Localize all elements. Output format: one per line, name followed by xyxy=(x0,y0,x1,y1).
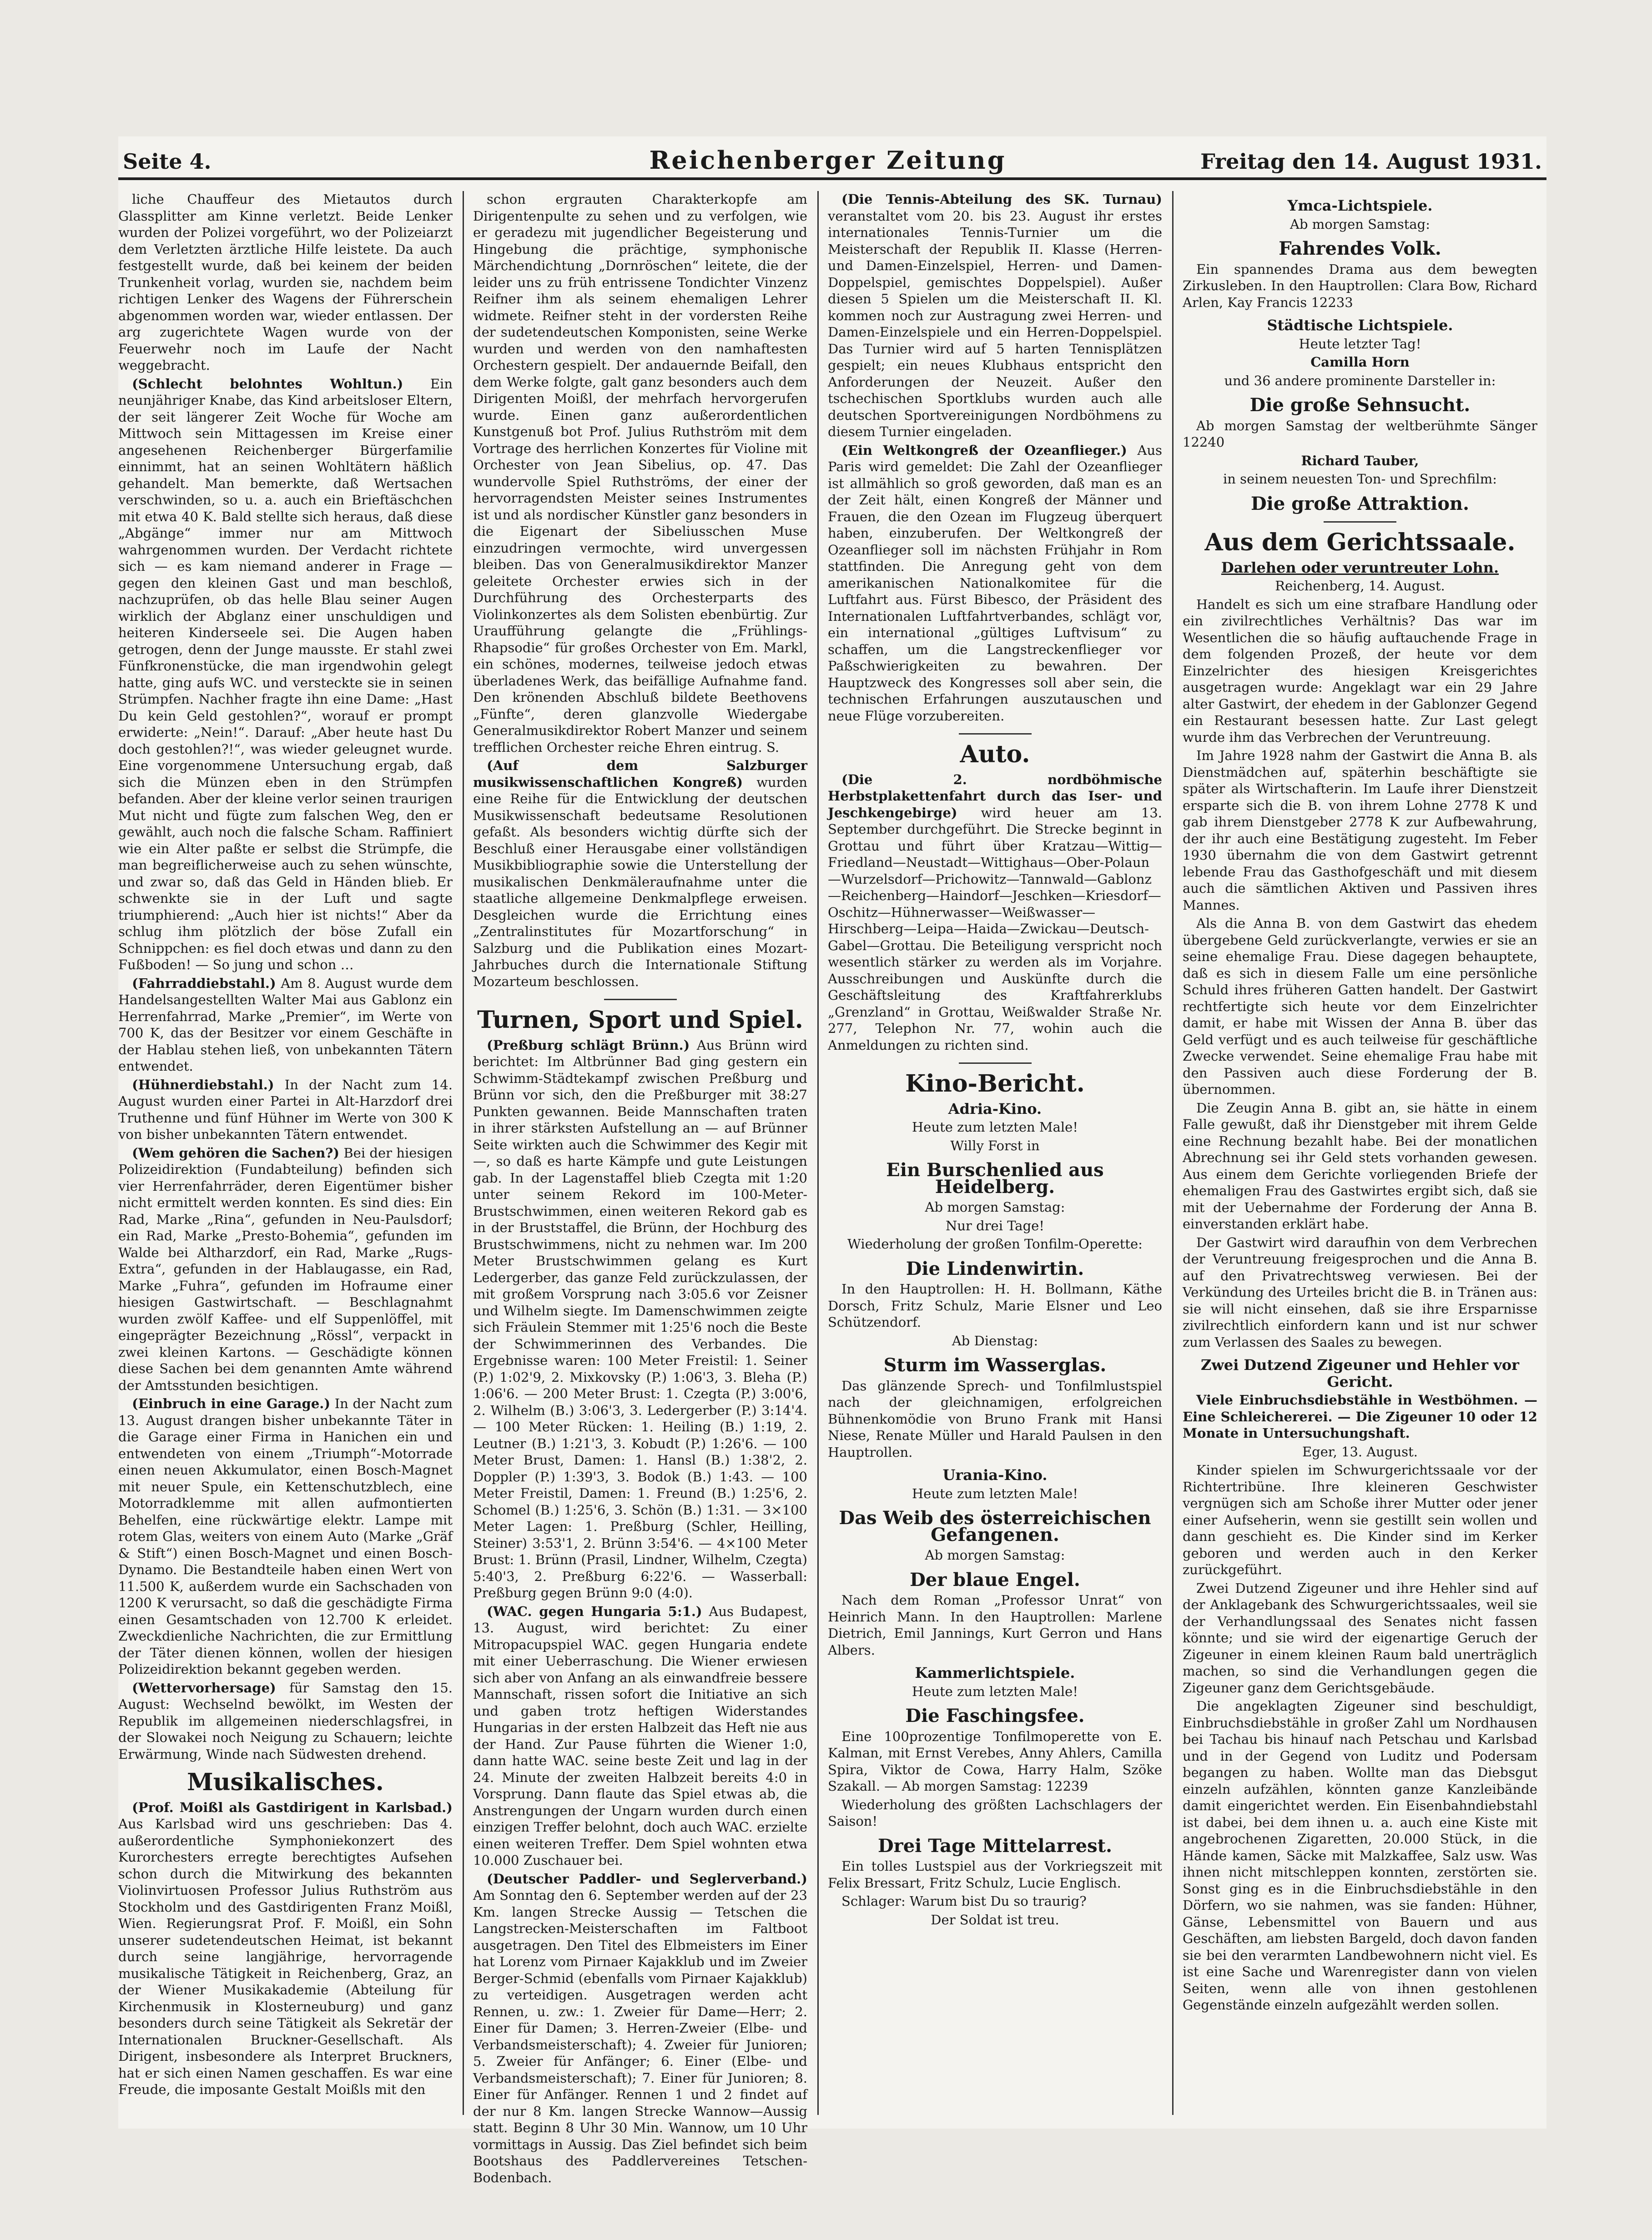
article-paragraph: (Die Tennis-Abteilung des SK. Turnau) veranstaltet vom 20. bis 23. August ihr erstes internationales Tennis-Turnier um die Meisterschaft der Republik II. Klasse (Herren- und Damen-Einzelspiel, Herren- und Damen-Doppelspiel, gemischtes Doppelspiel). Außer diesen 5 Spielen um die Meisterschaft II. Kl. kommen noch zur Austragung zwei Herren- und Damen-Einzelspiele und ein Herren-Doppelspiel. Das Turnier wird auf 5 harten Tennisplätzen gespielt; ein neues Klubhaus entspricht den Anforderungen der Neuzeit. Außer den tschechischen Sportklubs wurden auch alle deutschen Sportvereinigungen Nordböhmens zu diesem Turnier eingeladen. xyxy=(828,191,1162,439)
article-paragraph: Die Zeugin Anna B. gibt an, sie hätte in einem Falle gewußt, daß ihr Dienstgeber mit ihrem Gelde eine Rechnung bezahlt habe. Bei der monatlichen Abrechnung sei ihr Geld stets vorhanden gewesen. Aus einem dem Gerichte vorliegenden Briefe der ehemaligen Frau des Gastwirtes ergibt sich, daß sie mit der Uebernahme der Forderung der Anna B. einverstanden erklärt habe. xyxy=(1183,1100,1537,1232)
article-lead: (Wettervorhersage) xyxy=(132,1680,276,1696)
article-paragraph: (Preßburg schlägt Brünn.) Aus Brünn wird berichtet: Im Altbrünner Bad ging gestern ein Schwimm-Städtekampf zwischen Preßburg und Brünn vor sich, den die Preßburger mit 38:27 Punkten gewannen. Beide Mannschaften traten in ihrer stärksten Aufstellung an — auf Brünner Seite wirkten auch die Schwimmer des Kegir mit —, so daß es harte Kämpfe und gute Leistungen gab. In der Lagenstaffel blieb Czegta mit 1:20 unter seinem Rekord im 100-Meter-Brustschwimmen, einen weiteren Rekord gab es in der Bruststaffel, die Brünn, der Hochburg des Brustschwimmens, nicht zu nehmen war. Im 200 Meter Brustschwimmen gelang es Kurt Ledergerber, das ganze Feld zurückzulassen, der mit großem Vorsprung nach 3:05.6 vor Zeisner und Wilhelm siegte. Im Damenschwimmen zeigte sich Fräulein Stemmer mit 1:25'6 noch die Beste der Schwimmerinnen des Verbandes. Die Ergebnisse waren: 100 Meter Freistil: 1. Seiner (P.) 1:02'9, 2. Mixkovsky (P.) 1:06'3, 3. Bleha (P.) 1:06'6. — 200 Meter Brust: 1. Czegta (P.) 3:00'6, 2. Wilhelm (B.) 3:06'3, 3. Ledergerber (P.) 3:14'4. — 100 Meter Rücken: 1. Heiling (B.) 1:19, 2. Leutner (B.) 1:21'3, 3. Kobudt (P.) 1:26'6. — 100 Meter Brust, Damen: 1. Hansl (B.) 1:38'2, 2. Doppler (P.) 1:39'3, 3. Bodok (B.) 1:43. — 100 Meter Freistil, Damen: 1. Freund (B.) 1:25'6, 2. Schomel (B.) 1:25'6, 3. Schön (B.) 1:31. — 3×100 Meter Lagen: 1. Preßburg (Schler, Heilling, Steiner) 3:53'1, 2. Brünn 3:54'6. — 4×100 Meter Brust: 1. Brünn (Prasil, Lindner, Wilhelm, Czegta) 5:40'3, 2. Preßburg 6:22'6. — Wasserball: Preßburg gegen Brünn 9:0 (4:0). xyxy=(473,1037,808,1601)
article-lead: (Ein Weltkongreß der Ozeanflieger.) xyxy=(841,442,1127,458)
article-paragraph: Die angeklagten Zigeuner sind beschuldigt, Einbruchsdiebstähle in großer Zahl um Nordhausen bei Tachau bis hinauf nach Petschau und Karlsbad und in der Gegend von Luditz und Podersam begangen zu haben. Wollte man das Diebsgut einzeln aufzählen, könnten ganze Kanzleibände damit eingerichtet werden. Ein Eisenbahndiebstahl ist dabei, bei dem ihnen u. a. auch eine Kiste mit angebrochenen Zigaretten, 20.000 Stück, in die Hände kamen, Säcke mit Malzkaffee, Salz usw. Was ihnen nicht mitschleppen konnten, zerstörten sie. Sonst ging es in die Einbruchsdiebstähle in den Dörfern, wo sie nahmen, was sie fanden: Hühner, Gänse, Lebensmittel von Bauern und aus Geschäften, am liebsten Bargeld, doch davon fanden sie bei den verarmten Landbewohnern nicht viel. Es ist eine Sache und Warenregister dann von vielen Seiten, wenn alle von ihnen gestohlenen Gegenstände einzeln aufgezählt werden sollen. xyxy=(1183,1698,1537,2013)
article-paragraph: (WAC. gegen Hungaria 5:1.) Aus Budapest, 13. August, wird berichtet: Zu einer Mitropacupspiel WAC. gegen Hungaria endete mit einer Ueberraschung. Die Wiener erwiesen sich aber von Anfang an als einwandfreie bessere Mannschaft, rissen sofort die Initiative an sich und gaben trotz heftigen Widerstandes Hungarias in der ersten Halbzeit das Heft nie aus der Hand. Zur Pause führten die Wiener 1:0, dann hatte WAC. seine beste Zeit und lag in der 24. Minute der zweiten Halbzeit bereits 4:0 in Vorsprung. Dann flaute das Spiel etwas ab, die Anstrengungen der Ungarn wurden durch einen einzigen Treffer belohnt, doch auch WAC. erzielte einen weiteren Treffer. Dem Spiel wohnten etwa 10.000 Zuschauer bei. xyxy=(473,1603,808,1868)
cinema-name: Kammerlichtspiele. xyxy=(915,1664,1075,1681)
article-lead: (Auf dem Salzburger musikwissenschaftlichen Kongreß) xyxy=(473,758,807,790)
masthead xyxy=(118,146,1546,180)
divider xyxy=(959,733,1032,735)
cinema-name: Ymca-Lichtspiele. xyxy=(1287,197,1433,214)
article-paragraph: Kinder spielen im Schwurgerichtssaale vor der Richtertribüne. Ihre kleineren Geschwister vergnügen sich am Schoße ihrer Mutter oder jener einer Aufseherin, wenn sie gestillt sein wollen und dann geschieht es. Die Kinder sind im Kerker geboren und werden auch in den Kerker zurückgeführt. xyxy=(1183,1462,1537,1577)
article-paragraph: (Fahrraddiebstahl.) Am 8. August wurde dem Handelsangestellten Walter Mai aus Gablonz ein Herrenfahrrad, Marke „Premier“, im Werte von 700 K, das der Besitzer vor einem Geschäfte in der Hablau stehen ließ, von unbekannten Tätern entwendet. xyxy=(118,975,453,1074)
section-heading-cinema: Kino-Bericht. xyxy=(905,1070,1085,1097)
column-2 xyxy=(473,191,808,2185)
article-paragraph: Der Gastwirt wird daraufhin von dem Verbrechen der Veruntreuung freigesprochen und die Anna B. auf den Privatrechtsweg verwiesen. Bei der Verkündung des Urteiles bricht die B. in Tränen aus: sie will nicht einsehen, daß sie ihre Ersparnisse zivilrechtlich einfordern kann und ist nur schwer zum Verlassen des Saales zu bewegen. xyxy=(1183,1234,1537,1350)
film-title: Die Lindenwirtin. xyxy=(906,1258,1084,1279)
divider xyxy=(959,1062,1032,1064)
divider xyxy=(1324,521,1396,523)
article-lead: (Fahrraddiebstahl.) xyxy=(132,975,276,991)
section-heading-music: Musikalisches. xyxy=(187,1768,384,1796)
article-heading: Darlehen oder veruntreuter Lohn. xyxy=(1221,559,1499,576)
article-lead: (Die 2. nordböhmische Herbstplakettenfahrt durch das Iser- und Jeschkengebirge) xyxy=(828,771,1162,820)
article-paragraph: Im Jahre 1928 nahm der Gastwirt die Anna B. als Dienstmädchen auf, späterhin beschäftigte sie später als Wirtschafterin. Im Laufe ihrer Dienstzeit ersparte sich die B. von ihrem Lohne 2778 K und gab ihrem Dienstgeber 2778 K zur Aufbewahrung, der ihr auch eine Bestätigung zugesteht. Im Feber 1930 übernahm die von dem Gastwirt getrennt lebende Frau das Gasthofgeschäft und mit diesem auch die sämtlichen Aktiven und Passiven ihres Mannes. xyxy=(1183,748,1537,913)
newspaper-title: Reichenberger Zeitung xyxy=(649,146,1007,175)
dateline: Eger, 13. August. xyxy=(1302,1444,1418,1460)
article-paragraph: Als die Anna B. von dem Gastwirt das ehedem übergebene Geld zurückverlangte, verwies er sie an seine ehemalige Frau. Diese dagegen behauptete, daß es sich in diesem Falle um eine persönliche Schuld ihres früheren Gatten handelt. Der Gastwirt rechtfertigte sich heute vor dem Einzelrichter damit, er habe mit Wissen der Anna B. über das Geld verfügt und es auch teilweise für geschäftliche Zwecke verwendet. Seine ehemalige Frau habe mit den Passiven auch diese Forderung der B. übernommen. xyxy=(1183,916,1537,1097)
section-heading-sport: Turnen, Sport und Spiel. xyxy=(477,1006,803,1034)
dateline: Reichenberg, 14. August. xyxy=(1275,578,1445,594)
cinema-name: Adria-Kino. xyxy=(948,1100,1042,1117)
column-rule xyxy=(1172,191,1174,2115)
film-title: Der blaue Engel. xyxy=(910,1569,1080,1591)
article-lead: (Preßburg schlägt Brünn.) xyxy=(487,1037,690,1053)
film-title: Die Faschingsfee. xyxy=(905,1705,1085,1727)
divider xyxy=(604,999,677,1000)
film-title: Drei Tage Mittelarrest. xyxy=(877,1835,1113,1857)
film-title: Fahrendes Volk. xyxy=(1279,238,1441,259)
film-title: Das Weib des österreichischen Gefangenen. xyxy=(839,1507,1151,1545)
article-paragraph: (Schlecht belohntes Wohltun.) Ein neunjähriger Knabe, das Kind arbeitsloser Eltern, der seit längerer Zeit Woche für Woche am Mittwoch sein Mittagessen im Kreise einer angesehenen Reichenberger Bürgerfamilie einnimmt, hat an seinen Wohltätern häßlich gehandelt. Man bemerkte, daß Wertsachen verschwinden, so u. a. auch ein Brieftäschchen mit etwa 40 K. Bald stellte sich heraus, daß diese „Abgänge“ immer nur am Mittwoch wahrgenommen wurden. Der Verdacht richtete sich — es kam niemand anderer in Frage — gegen den kleinen Gast und man beschloß, nachzuprüfen, ob das helle Blau seiner Augen wirklich der Abglanz einer unschuldigen und heiteren Kinderseele sei. Die Augen haben getrogen, denn der Junge mausste. Er stahl zwei Fünfkronenstücke, die man irgendwohin gelegt hatte, ging aufs WC. und versteckte sie in seinen Strümpfen. Nachher fragte ihn eine Dame: „Hast Du kein Geld gestohlen?“, worauf er prompt erwiderte: „Nein!“. Darauf: „Aber heute hast Du doch gestohlen?!“, was wieder geleugnet wurde. Eine vorgenommene Untersuchung ergab, daß sich die Münzen eben in den Strümpfen befanden. Aber der kleine verlor seinen traurigen Mut nicht und fügte zum falschen Weg, den er gewählt, auch noch die falsche Scham. Raffiniert wie ein Alter paßte er selbst die Strümpfe, die man begreiflicherweise auch zu sehen wünschte, und zwar so, daß das Geld in Händen blieb. Er schwenkte sie in der Luft und sagte triumphierend: „Auch hier ist nichts!“ Aber da schlug ihm plötzlich der böse Zufall ein Schnippchen: es fiel doch etwas und dann zu den Fußboden! — So jung und schon … xyxy=(118,376,453,972)
page-number: Seite 4. xyxy=(123,149,212,174)
film-title: Die große Sehnsucht. xyxy=(1249,394,1471,416)
article-paragraph: (Ein Weltkongreß der Ozeanflieger.) Aus Paris wird gemeldet: Die Zahl der Ozeanflieger ist allmählich so groß geworden, daß man es an der Zeit hält, einen Kongreß der Männer und Frauen, die den Ozean im Flugzeug überquert haben, einzuberufen. Der Weltkongreß der Ozeanflieger soll im nächsten Frühjahr in Rom stattfinden. Die Anregung geht von dem amerikanischen Nationalkomitee für die Luftfahrt aus. Fürst Bibesco, der Präsident des Internationalen Luftfahrtverbandes, schlägt vor, ein international „gültiges Luftvisum“ zu schaffen, um die Langstreckenflieger vor Paßschwierigkeiten zu bewahren. Der Hauptzweck des Kongresses soll aber sein, die technischen Erfahrungen auszutauschen und neue Flüge vorzubereiten. xyxy=(828,442,1163,724)
article-paragraph: (Auf dem Salzburger musikwissenschaftlichen Kongreß) wurden eine Reihe für die Entwicklung der deutschen Musikwissenschaft bedeutsame Resolutionen gefaßt. Als besonders wichtig dürfte sich der Beschluß einer Herausgabe einer vollständigen Musikbibliographie sowie die Unterstellung der musikalischen Denkmäleraufnahme unter die staatliche allgemeine Denkmalpflege erweisen. Desgleichen wurde die Errichtung eines „Zentralinstitutes für Mozartforschung“ in Salzburg und die Publikation eines Mozart-Jahrbuches durch die Internationale Stiftung Mozarteum beschlossen. xyxy=(473,758,807,989)
article-paragraph: (Deutscher Paddler- und Seglerverband.) Am Sonntag den 6. September werden auf der 23 Km. langen Strecke Aussig — Tetschen die Langstrecken-Meisterschaften im Faltboot ausgetragen. Den Titel des Elbmeisters im Einer hat Lorenz vom Pirnaer Kajakklub und im Zweier Berger-Schmid (ebenfalls vom Pirnaer Kajakklub) zu verteidigen. Ausgetragen werden acht Rennen, u. zw.: 1. Zweier für Dame—Herr; 2. Einer für Damen; 3. Herren-Zweier (Elbe- und Verbandsmeisterschaft); 4. Zweier für Junioren; 5. Zweier für Anfänger; 6. Einer (Elbe- und Verbandsmeisterschaft); 7. Einer für Junioren; 8. Einer für Anfänger. Rennen 1 und 2 findet auf der nur 8 Km. langen Strecke Wannow—Aussig statt. Beginn 8 Uhr 30 Min. Wannow, um 10 Uhr vormittags in Aussig. Das Ziel befindet sich beim Bootshaus des Paddlervereines Tetschen-Bodenbach. xyxy=(473,1871,807,2185)
column-4: Ymca-Lichtspiele. Ab morgen Samstag: Fahrendes Volk. Ein spannendes Drama aus dem bewegten Zirkusleben. In den Hauptrollen: Clara Bow, Richard Arlen, Kay Francis 12233 Städtische Lichtspiele. Heute letzter Tag! Camilla Horn und 36 andere prominente Darsteller in: Die große Sehnsucht. Ab morgen Samstag der weltberühmte Sänger 12240 Richard Tauber, in seinem neuesten Ton- und Sprechfilm: Die große Attraktion. Aus dem Gerichtssaale. Darlehen oder veruntreuter Lohn. Reichenberg, 14. August. Handelt es sich um eine strafbare Handlung oder ein zivilrechtliches Verhältnis? Das war im Wesentlichen die so häufig auftauchende Frage in dem folgenden Prozeß, der heute vor dem Einzelrichter des hiesigen Kreisgerichtes ausgetragen wurde: Angeklagt war ein 29 Jahre alter Gastwirt, der ehedem in der Gablonzer Gegend ein Restaurant besessen hatte. Zur Last gelegt wurde ihm das Verbrechen der Veruntreuung. Im Jahre 1928 nahm der Gastwirt die Anna B. als Dienstmädchen auf, späterhin beschäftigte sie später als Wirtschafterin. Im Laufe ihrer Dienstzeit ersparte sich die B. von ihrem Lohne 2778 K und gab ihrem Dienstgeber 2778 K zur Aufbewahrung, der ihr auch eine Bestätigung zugesteht. Im Feber 1930 übernahm die von dem Gastwirt getrennt lebende Frau das Gasthofgeschäft und mit diesem auch die sämtlichen Aktiven und Passiven ihres Mannes. Als die Anna B. von dem Gastwirt das ehedem übergebene Geld zurückverlangte, verwies er sie an seine ehemalige Frau. Diese dagegen behauptete, daß es sich in diesem Falle um eine persönliche Schuld ihres früheren Gatten handelt. Der Gastwirt rechtfertigte sich heute vor dem Einzelrichter damit, er habe mit Wissen der Anna B. über das Geld verfügt und es auch teilweise für geschäftliche Zwecke verwendet. Seine ehemalige Frau habe mit den Passiven auch diese Forderung der B. übernommen. Die Zeugin Anna B. gibt an, sie hätte in einem Falle gewußt, daß ihr Dienstgeber mit ihrem Gelde eine Rechnung bezahlt habe. Bei der monatlichen Abrechnung sei ihr Geld stets vorhanden gewesen. Aus einem dem Gerichte vorliegenden Briefe der ehemaligen Frau des Gastwirtes ergibt sich, daß sie mit der Uebernahme der Forderung der Anna B. einverstanden erklärt habe. Der Gastwirt wird daraufhin von dem Verbrechen der Veruntreuung freigesprochen und die Anna B. auf den Privatrechtsweg verwiesen. Bei der Verkündung des Urteiles bricht die B. in Tränen aus: sie will nicht einsehen, daß sie ihre Ersparnisse zivilrechtlich einfordern kann und ist nur schwer zum Verlassen des Saales zu bewegen. Zwei Dutzend Zigeuner und Hehler vor Gericht. Viele Einbruchsdiebstähle in Westböhmen. — Eine Schleichererei. — Die Zigeuner 10 oder 12 Monate in Untersuchungshaft. Eger, 13. August. Kinder spielen im Schwurgerichtssaale vor der Richtertribüne. Ihre kleineren Geschwister vergnügen sich am Schoße ihrer Mutter oder jener einer Aufseherin, wenn sie gestillt sein wollen und dann geschieht es. Die Kinder sind im Kerker geboren und werden auch in den Kerker zurückgeführt. Zwei Dutzend Zigeuner und ihre Hehler sind auf der Anklagebank des Schwurgerichtssaales, weil sie der Verhandlungssaal des Senates nicht fassen könnte; und sie wird der eigenartige Geruch der Zigeuner in einem kleinen Raum bald unerträglich machen, so sind die Verhandlungen gegen die Zigeuner ganz dem Gerichtsgebäude. Die angeklagten Zigeuner sind beschuldigt, Einbruchsdiebstähle in großer Zahl um Nordhausen bei Tachau bis hinauf nach Petschau und Karlsbad und in der Gegend von Luditz und Podersam begangen zu haben. Wollte man das Diebsgut einzeln aufzählen, könnten ganze Kanzleibände damit eingerichtet werden. Ein Eisenbahndiebstahl ist dabei, bei dem ihnen u. a. auch eine Kiste mit angebrochenen Zigaretten, 20.000 Stück, in die Hände kamen, Säcke mit Malzkaffee, Salz usw. Was ihnen nicht mitschleppen konnten, zerstörten sie. Sonst ging es in die Einbruchsdiebstähle in den Dörfern, wo sie nahmen, was sie fanden: Hühner, Gänse, Lebensmittel von Bauern und aus Geschäften, am liebsten Bargeld, doch davon fanden sie bei den verarmten Landbewohnern nicht viel. Es ist eine Sache und Warenregister dann von vielen Seiten, wenn alle von ihnen gestohlenen Gegenstände einzeln aufgezählt werden sollen. xyxy=(1183,197,1537,2013)
column-1 xyxy=(118,191,453,2115)
article-paragraph: Handelt es sich um eine strafbare Handlung oder ein zivilrechtliches Verhältnis? Das war im Wesentlichen die so häufig auftauchende Frage in dem folgenden Prozeß, der heute vor dem Einzelrichter des hiesigen Kreisgerichtes ausgetragen wurde: Angeklagt war ein 29 Jahre alter Gastwirt, der ehedem in der Gablonzer Gegend ein Restaurant besessen hatte. Zur Last gelegt wurde ihm das Verbrechen der Veruntreuung. xyxy=(1183,596,1537,745)
article-subheading: Viele Einbruchsdiebstähle in Westböhmen. — Eine Schleichererei. — Die Zigeuner 10 oder 12 Monate in Untersuchungshaft. xyxy=(1183,1392,1537,1441)
film-title: Sturm im Wasserglas. xyxy=(883,1354,1107,1376)
film-title: Die große Attraktion. xyxy=(1250,493,1470,514)
ad-number: 12239 xyxy=(1046,1778,1088,1794)
article-lead: (Wem gehören die Sachen?) xyxy=(132,1145,340,1161)
article-lead: (Einbruch in eine Garage.) xyxy=(132,1396,331,1411)
ad-number: 12240 xyxy=(1183,434,1225,450)
column-rule xyxy=(817,191,819,2115)
column-3: (Die Tennis-Abteilung des SK. Turnau) veranstaltet vom 20. bis 23. August ihr erstes internationales Tennis-Turnier um die Meisterschaft der Republik II. Klasse (Herren- und Damen-Einzelspiel, Herren- und Damen-Doppelspiel, gemischtes Doppelspiel). Außer diesen 5 Spielen um die Meisterschaft II. Kl. kommen noch zur Austragung zwei Herren- und Damen-Einzelspiele und ein Herren-Doppelspiel. Das Turnier wird auf 5 harten Tennisplätzen gespielt; ein neues Klubhaus entspricht den Anforderungen der Neuzeit. Außer den tschechischen Sportklubs wurden auch alle deutschen Sportvereinigungen Nordböhmens zu diesem Turnier eingeladen. (Ein Weltkongreß der Ozeanflieger.) Aus Paris wird gemeldet: Die Zahl der Ozeanflieger ist allmählich so groß geworden, daß man es an der Zeit hält, einen Kongreß der Männer und Frauen, die den Ozean im Flugzeug überquert haben, einzuberufen. Der Weltkongreß der Ozeanflieger soll im nächsten Frühjahr in Rom stattfinden. Die Anregung geht von dem amerikanischen Nationalkomitee für die Luftfahrt aus. Fürst Bibesco, der Präsident des Internationalen Luftfahrtverbandes, schlägt vor, ein international „gültiges Luftvisum“ zu schaffen, um die Langstreckenflieger vor Paßschwierigkeiten zu bewahren. Der Hauptzweck des Kongresses soll aber sein, die technischen Erfahrungen auszutauschen und neue Flüge vorzubereiten. Auto. (Die 2. nordböhmische Herbstplakettenfahrt durch das Iser- und Jeschkengebirge) wird heuer am 13. September durchgeführt. Die Strecke beginnt in Grottau und führt über Kratzau—Wittig—Friedland—Neustadt—Wittighaus—Ober-Polaun—Wurzelsdorf—Prichowitz—Tannwald—Gablonz—Reichenberg—Haindorf—Jeschken—Kriesdorf—Oschitz—Hühnerwasser—Weißwasser—Hirschberg—Leipa—Haida—Zwickau—Deutsch-Gabel—Grottau. Die Beteiligung verspricht noch wesentlich stärker zu werden als im Vorjahre. Ausschreibungen und Auskünfte durch die Geschäftsleitung des Kraftfahrerklubs „Grenzland“ in Grottau, Weißwalder Straße Nr. 277, Telephon Nr. 77, wohin auch die Anmeldungen zu richten sind. Kino-Bericht. Adria-Kino. Heute zum letzten Male! Willy Forst in Ein Burschenlied aus Heidelberg. Ab morgen Samstag: Nur drei Tage! Wiederholung der großen Tonfilm-Operette: Die Lindenwirtin. In den Hauptrollen: H. H. Bollmann, Käthe Dorsch, Fritz Schulz, Marie Elsner und Leo Schützendorf. Ab Dienstag: Sturm im Wasserglas. Das glänzende Sprech- und Tonfilmlustspiel nach der gleichnamigen, erfolgreichen Bühnenkomödie von Bruno Frank mit Hansi Niese, Renate Müller und Harald Paulsen in den Hauptrollen. Urania-Kino. Heute zum letzten Male! Das Weib des österreichischen Gefangenen. Ab morgen Samstag: Der blaue Engel. Nach dem Roman „Professor Unrat“ von Heinrich Mann. In den Hauptrollen: Marlene Dietrich, Emil Jannings, Kurt Gerron und Hans Albers. Kammerlichtspiele. Heute zum letzten Male! Die Faschingsfee. Eine 100prozentige Tonfilmoperette von E. Kalman, mit Ernst Verebes, Anny Ahlers, Camilla Spira, Viktor de Cowa, Harry Halm, Szöke Szakall. — Ab morgen Samstag: 12239 Wiederholung des größten Lachschlagers der Saison! Drei Tage Mittelarrest. Ein tolles Lustspiel aus der Vorkriegszeit mit Felix Bressart, Fritz Schulz, Lucie Englisch. Schlager: Warum bist Du so traurig? Der Soldat ist treu. xyxy=(828,191,1163,1928)
newspaper-page xyxy=(118,136,1546,2185)
article-lead: (WAC. gegen Hungaria 5:1.) xyxy=(487,1603,702,1619)
cinema-name: Urania-Kino. xyxy=(942,1466,1048,1484)
article-heading: Zwei Dutzend Zigeuner und Hehler vor Gericht. xyxy=(1200,1356,1520,1390)
ad-number: 12233 xyxy=(1311,294,1353,310)
article-paragraph: liche Chauffeur des Mietautos durch Glassplitter am Kinne verletzt. Beide Lenker wurden der Polizei vorgeführt, wo der Polizeiarzt dem Verletzten ärztliche Hilfe leistete. Da auch festgestellt wurde, daß bei keinem der beiden Trunkenheit vorlag, wurden sie, nachdem beim richtigen Lenker des Wagens der Führerschein abgenommen worden war, wieder entlassen. Der arg zugerichtete Wagen wurde von der Feuerwehr noch im Laufe der Nacht weggebracht. xyxy=(118,191,453,373)
cinema-name: Städtische Lichtspiele. xyxy=(1267,317,1453,334)
article-paragraph: (Wem gehören die Sachen?) Bei der hiesigen Polizeidirektion (Fundabteilung) befinden sich vier Herrenfahrräder, deren Eigentümer bisher nicht ermittelt werden konnten. Es sind dies: Ein Rad, Marke „Rina“, gefunden in Neu-Paulsdorf; ein Rad, Marke „Presto-Bohemia“, gefunden im Walde bei Altharzdorf, ein Rad, Marke „Rugs-Extra“, gefunden in der Hablaugasse, ein Rad, Marke „Fuhra“, gefunden im Hofraume einer hiesigen Gastwirtschaft. — Beschlagnahmt wurden zwölf Kaffee- und elf Suppenlöffel, mit eingeprägter Bezeichnung „Rössl“, verpackt in zwei kleinen Kartons. — Geschädigte können diese Sachen bei dem genannten Amte während der Amtsstunden besichtigen. xyxy=(118,1145,453,1393)
article-lead: (Die Tennis-Abteilung des SK. Turnau) xyxy=(841,191,1162,207)
article-lead: (Prof. Moißl als Gastdirigent in Karlsbad.) xyxy=(132,1799,453,1815)
film-title: Ein Burschenlied aus Heidelberg. xyxy=(886,1159,1104,1198)
article-lead: (Deutscher Paddler- und Seglerverband.) xyxy=(487,1871,807,1887)
issue-date: Freitag den 14. August 1931. xyxy=(1200,149,1542,174)
article-lead: (Schlecht belohntes Wohltun.) xyxy=(132,376,403,392)
section-heading-court: Aus dem Gerichtssaale. xyxy=(1204,529,1516,556)
article-paragraph: (Hühnerdiebstahl.) In der Nacht zum 14. August wurden einer Partei in Alt-Harzdorf drei Truthenne und fünf Hühner im Werte von 300 K von bisher unbekannten Tätern entwendet. xyxy=(118,1077,453,1142)
article-paragraph: schon ergrauten Charakterkopfe am Dirigentenpulte zu sehen und zu verfolgen, wie er geradezu mit jugendlicher Begeisterung und Hingebung die prächtige, symphonische Märchendichtung „Dornröschen“ leitete, die der leider uns zu früh entrissene Tondichter Vinzenz Reifner ihm als seinem ehemaligen Lehrer widmete. Reifner steht in der vordersten Reihe der sudetendeutschen Komponisten, seine Werke wurden und werden von den namhaftesten Orchestern gespielt. Der andauernde Beifall, den dem Werke folgte, galt ganz besonders auch dem Dirigenten Moißl, der mehrfach hervorgerufen wurde. Einen ganz außerordentlichen Kunstgenuß bot Prof. Julius Ruthström mit dem Vortrage des herrlichen Konzertes für Violine mit Orchester von Jean Sibelius, op. 47. Das wundervolle Spiel Ruthströms, der einer der hervorragendsten Meister seines Instrumentes ist und als nordischer Künstler ganz besonders in die Eigenart der Sibeliusschen Muse einzudringen vermochte, wird unvergessen bleiben. Das von Generalmusikdirektor Manzer geleitete Orchester erwies sich in der Durchführung des Orchesterparts des Violinkonzertes als dem Solisten ebenbürtig. Zur Uraufführung gelangte die „Frühlings-Rhapsodie“ für großes Orchester von Em. Markl, ein schönes, modernes, teilweise jedoch etwas überladenes Werk, das beifällige Aufnahme fand. Den krönenden Abschluß bildete Beethovens „Fünfte“, deren glanzvolle Wiedergabe Generalmusikdirektor Robert Manzer und seinem trefflichen Orchester reiche Ehren eintrug. S. xyxy=(473,191,807,755)
section-heading-auto: Auto. xyxy=(960,740,1030,768)
article-lead: (Hühnerdiebstahl.) xyxy=(132,1077,274,1092)
article-paragraph: (Einbruch in eine Garage.) In der Nacht zum 13. August drangen bisher unbekannte Täter in die Garage einer Firma in Hanichen ein und entwendeten von einem „Triumph“-Motorrade einen neuen Akkumulator, einen Bosch-Magnet mit neuer Spule, ein Kettenschutzblech, eine Motorradklemme mit allen aufmontierten Behelfen, eine rückwärtige elektr. Lampe mit rotem Glas, weiters von einem Auto (Marke „Gräf & Stift“) einen Bosch-Magnet und einen Bosch-Dynamo. Die Bestandteile haben einen Wert von 11.500 K, außerdem wurde ein Sachschaden von 1200 K verursacht, so daß die geschädigte Firma einen Gesamtschaden von 12.700 K erleidet. Zweckdienliche Nachrichten, die zur Ermittlung der Täter dienen können, wollen der hiesigen Polizeidirektion bekannt gegeben werden. xyxy=(118,1396,453,1677)
article-paragraph: (Prof. Moißl als Gastdirigent in Karlsbad.) Aus Karlsbad wird uns geschrieben: Das 4. außerordentliche Symphoniekonzert des Kurorchesters erregte berechtigtes Aufsehen schon durch die Mitwirkung des bekannten Violinvirtuosen Professor Julius Ruthström aus Stockholm und des Gastdirigenten Franz Moißl, Wien. Regierungsrat Prof. F. Moißl, ein Sohn unserer sudetendeutschen Heimat, ist bekannt durch seine langjährige, hervorragende musikalische Tätigkeit in Reichenberg, Graz, an der Wiener Musikakademie (Abteilung für Kirchenmusik in Klosterneuburg) und ganz besonders durch seine Tätigkeit als Sekretär der Internationalen Bruckner-Gesellschaft. Als Dirigent, insbesondere als Interpret Bruckners, hat er sich einen Namen geschaffen. Es war eine Freude, die imposante Gestalt Moißls mit den xyxy=(118,1799,453,2097)
article-paragraph: (Die 2. nordböhmische Herbstplakettenfahrt durch das Iser- und Jeschkengebirge) wird heuer am 13. September durchgeführt. Die Strecke beginnt in Grottau und führt über Kratzau—Wittig—Friedland—Neustadt—Wittighaus—Ober-Polaun—Wurzelsdorf—Prichowitz—Tannwald—Gablonz—Reichenberg—Haindorf—Jeschken—Kriesdorf—Oschitz—Hühnerwasser—Weißwasser—Hirschberg—Leipa—Haida—Zwickau—Deutsch-Gabel—Grottau. Die Beteiligung verspricht noch wesentlich stärker zu werden als im Vorjahre. Ausschreibungen und Auskünfte durch die Geschäftsleitung des Kraftfahrerklubs „Grenzland“ in Grottau, Weißwalder Straße Nr. 277, Telephon Nr. 77, wohin auch die Anmeldungen zu richten sind. xyxy=(828,771,1162,1053)
column-rule xyxy=(463,191,464,2115)
article-paragraph: Zwei Dutzend Zigeuner und ihre Hehler sind auf der Anklagebank des Schwurgerichtssaales, weil sie der Verhandlungssaal des Senates nicht fassen könnte; und sie wird der eigenartige Geruch der Zigeuner in einem kleinen Raum bald unerträglich machen, so sind die Verhandlungen gegen die Zigeuner ganz dem Gerichtsgebäude. xyxy=(1183,1580,1537,1696)
article-paragraph: (Wettervorhersage) für Samstag den 15. August: Wechselnd bewölkt, im Westen der Republik im allgemeinen niederschlagsfrei, in der Slowakei noch Neigung zu Schauern; leichte Erwärmung, Winde nach Südwesten drehend. xyxy=(118,1680,453,1762)
